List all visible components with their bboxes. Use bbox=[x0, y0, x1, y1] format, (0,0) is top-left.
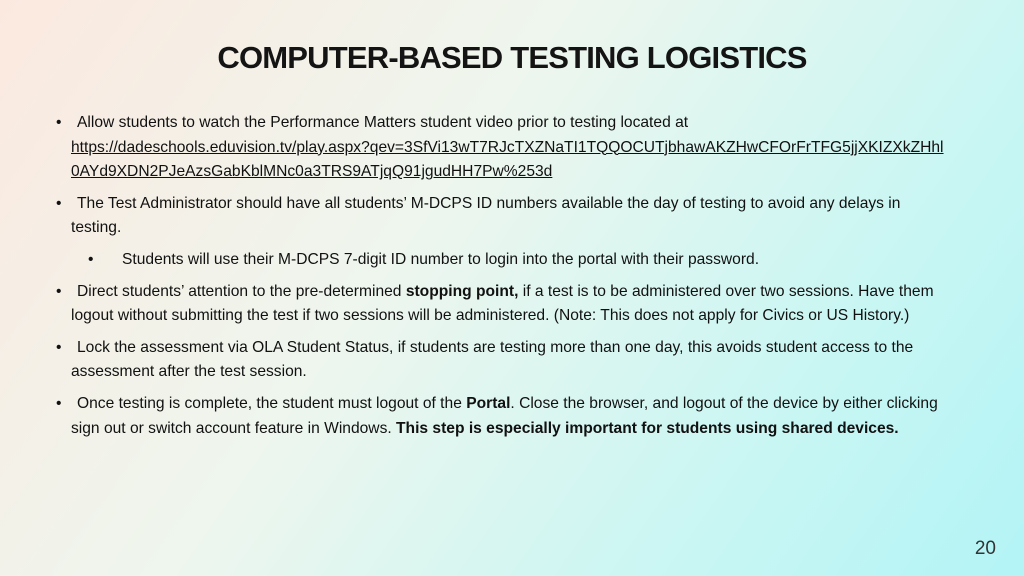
bullet-stopping-point-post: if a test is to be administered over two sessions. Have them logout without submitting the test if two sessions will be administered. (Note: This does not apply for Civics or US History.) bbox=[71, 282, 934, 325]
bullet-logout-pre: Once testing is complete, the student must logout of the bbox=[77, 394, 467, 412]
bullet-logout bbox=[56, 392, 946, 441]
sub-bullet-login-text: Students will use their M-DCPS 7-digit ID number to login into the portal with their password. bbox=[122, 250, 760, 268]
video-link[interactable]: https://dadeschools.eduvision.tv/play.aspx?qev=3SfVi13wT7RJcTXZNaTI1TQQOCUTjbhawAKZHwCFOrFrTFG5jjXKIZXkZHhl0AYd9XDN2PJeAzsGabKblMNc0a3TRS9ATjqQ91jgudHH7Pw%253d bbox=[71, 138, 944, 181]
page-number: 20 bbox=[974, 538, 996, 559]
bullet-marker: • bbox=[56, 194, 62, 212]
bullet-stopping-point bbox=[56, 280, 946, 329]
bullet-id-numbers-text: The Test Administrator should have all students’ M-DCPS ID numbers available the day of testing to avoid any delays in testing. bbox=[71, 194, 901, 237]
bullet-logout-post: . Close the browser, and logout of the device by either clicking sign out or switch account feature in Windows. bbox=[71, 394, 938, 437]
bullet-lock-assessment-text: Lock the assessment via OLA Student Status, if students are testing more than one day, this avoids student access to the assessment after the test session. bbox=[71, 338, 914, 381]
slide-content bbox=[56, 111, 946, 448]
bullet-marker: • bbox=[88, 250, 94, 268]
bullet-marker: • bbox=[56, 282, 62, 300]
sub-bullet-login bbox=[56, 248, 946, 273]
shared-devices-emphasis: This step is especially important for students using shared devices. bbox=[396, 419, 899, 437]
bullet-video-text: Allow students to watch the Performance Matters student video prior to testing located at bbox=[77, 114, 689, 131]
slide-title: COMPUTER-BASED TESTING LOGISTICS bbox=[217, 40, 807, 75]
bullet-stopping-point-pre: Direct students’ attention to the pre-determined bbox=[77, 282, 406, 300]
bullet-video bbox=[56, 111, 946, 185]
stopping-point-emphasis: stopping point, bbox=[405, 282, 519, 300]
bullet-lock-assessment bbox=[56, 336, 946, 385]
bullet-marker: • bbox=[56, 338, 62, 356]
bullet-id-numbers bbox=[56, 192, 946, 241]
bullet-marker: • bbox=[56, 114, 62, 131]
bullet-marker: • bbox=[56, 394, 62, 412]
portal-emphasis: Portal bbox=[466, 394, 511, 412]
